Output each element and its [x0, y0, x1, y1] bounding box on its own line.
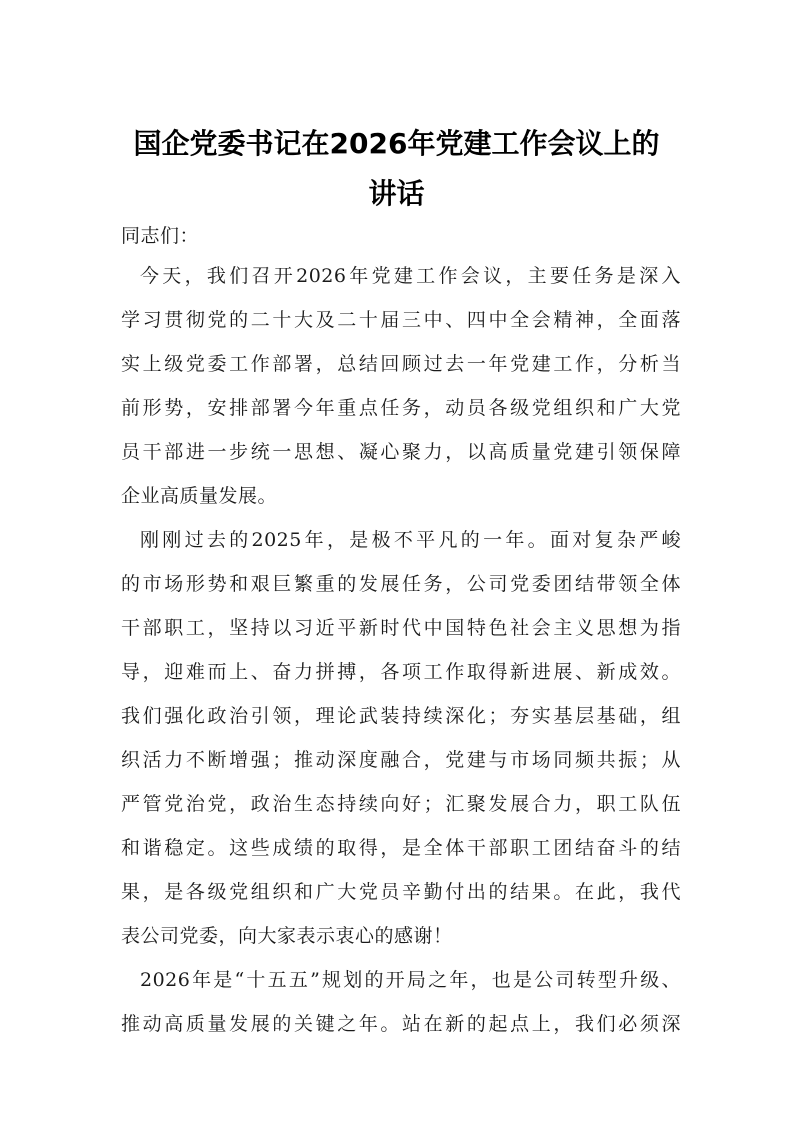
paragraph-2-line-3: 干部职工，坚持以习近平新时代中国特色社会主义思想为指: [121, 617, 681, 639]
paragraph-2-line-6: 织活力不断增强；推动深度融合，党建与市场同频共振；从: [121, 749, 681, 771]
paragraph-1-line-4: 前形势，安排部署今年重点任务，动员各级党组织和广大党: [121, 397, 681, 419]
paragraph-1-line-5: 员干部进一步统一思想、凝心聚力，以高质量党建引领保障: [121, 441, 681, 463]
paragraph-1-line-1: 今天，我们召开2026年党建工作会议，主要任务是深入: [140, 265, 681, 287]
paragraph-1-line-2: 学习贯彻党的二十大及二十届三中、四中全会精神，全面落: [121, 309, 681, 331]
paragraph-2-line-4: 导，迎难而上、奋力拼搏，各项工作取得新进展、新成效。: [121, 661, 681, 683]
paragraph-2-line-8: 和谐稳定。这些成绩的取得，是全体干部职工团结奋斗的结: [121, 837, 681, 859]
document-title-line-2: 讲话: [368, 177, 425, 210]
paragraph-2-line-7: 严管党治党，政治生态持续向好；汇聚发展合力，职工队伍: [121, 793, 681, 815]
paragraph-2-line-10: 表公司党委，向大家表示衷心的感谢！: [121, 925, 453, 947]
paragraph-2-line-5: 我们强化政治引领，理论武装持续深化；夯实基层基础，组: [121, 705, 681, 727]
salutation: 同志们：: [121, 225, 200, 247]
paragraph-2-line-2: 的市场形势和艰巨繁重的发展任务，公司党委团结带领全体: [121, 573, 681, 595]
paragraph-2-line-9: 果，是各级党组织和广大党员辛勤付出的结果。在此，我代: [121, 881, 681, 903]
paragraph-1-line-6: 企业高质量发展。: [121, 485, 278, 507]
paragraph-2-line-1: 刚刚过去的2025年，是极不平凡的一年。面对复杂严峻: [140, 529, 681, 551]
paragraph-3-line-2: 推动高质量发展的关键之年。站在新的起点上，我们必须深: [121, 1013, 681, 1035]
paragraph-3-line-1: 2026年是“十五五”规划的开局之年，也是公司转型升级、: [140, 969, 681, 991]
document-title-line-1: 国企党委书记在2026年党建工作会议上的: [133, 127, 660, 160]
paragraph-1-line-3: 实上级党委工作部署，总结回顾过去一年党建工作，分析当: [121, 353, 681, 375]
